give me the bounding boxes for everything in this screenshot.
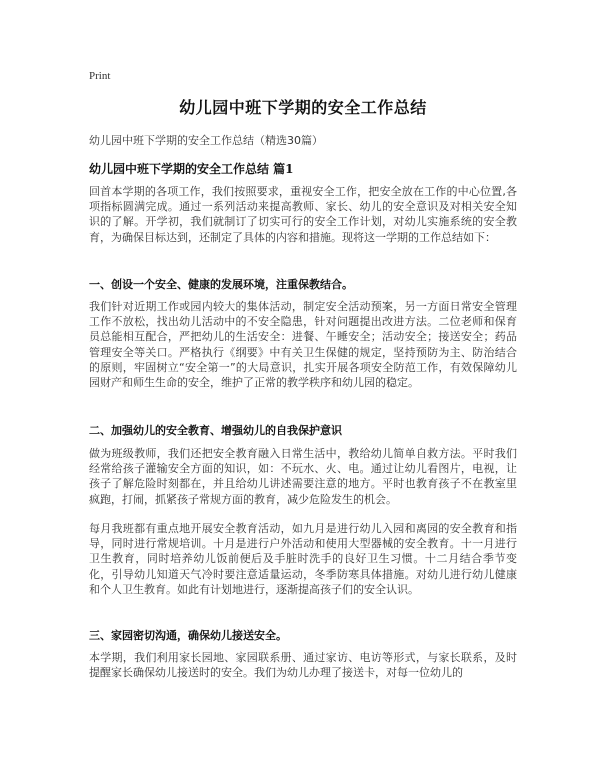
document-subtitle: 幼儿园中班下学期的安全工作总结（精选30篇） — [89, 134, 323, 147]
heading-safety-education: 二、加强幼儿的安全教育、增强幼儿的自我保护意识 — [89, 424, 342, 437]
paragraph-home-school: 本学期，我们利用家长园地、家园联系册、通过家访、电访等形式，与家长联系，及时提醒家长确保幼儿接送时的安全。我们为幼儿办理了接送卡，对每一位幼儿的 — [89, 651, 517, 680]
section-title: 幼儿园中班下学期的安全工作总结 篇1 — [89, 162, 294, 176]
paragraph-daily-education: 做为班级教师，我们还把安全教育融入日常生活中，教给幼儿简单自救方法。平时我们经常给孩子灌输安全方面的知识，如：不玩水、火、电。通过让幼儿看图片，电视，让孩子了解危险时刻都在，并且给幼儿讲述需要注意的地方。平时也教育孩子不在教室里疯跑，打闹，抓紧孩子常规方面的教育，减少危险发生的机会。 — [89, 447, 517, 506]
print-link[interactable]: Print — [89, 70, 111, 82]
heading-environment: 一、创设一个安全、健康的发展环境，注重保教结合。 — [89, 278, 353, 291]
intro-paragraph: 回首本学期的各项工作，我们按照要求，重视安全工作，把安全放在工作的中心位置,各项指标圆满完成。通过一系列活动来提高教师、家长、幼儿的安全意识及对相关安全知识的了解。开学初，我们就制订了切实可行的安全工作计划，对幼儿实施系统的安全教育，为确保目标达到，还制定了具体的内容和措施。现将这一学期的工作总结如下： — [89, 185, 517, 244]
heading-home-school: 三、家园密切沟通，确保幼儿接送安全。 — [89, 629, 287, 642]
paragraph-environment: 我们针对近期工作或园内较大的集体活动，制定安全活动预案，另一方面日常安全管理工作不放松，找出幼儿活动中的不安全隐患，针对问题提出改进方法。二位老师和保育员总能相互配合，严把幼儿的生活安全：进餐、午睡安全；活动安全；接送安全；药品管理安全等关口。严格执行《纲要》中有关卫生保健的规定，坚持预防为主、防治结合的原则，牢固树立“安全第一”的大局意识，扎实开展各项安全防范工作，有效保障幼儿园财产和师生生命的安全，维护了正常的教学秩序和幼儿园的稳定。 — [89, 300, 517, 390]
document-title: 幼儿园中班下学期的安全工作总结 — [179, 98, 427, 117]
paragraph-monthly-education: 每月我班都有重点地开展安全教育活动，如九月是进行幼儿入园和离园的安全教育和指导，同时进行常规培训。十月是进行户外活动和使用大型器械的安全教育。十一月进行卫生教育，同时培养幼儿饭前便后及手脏时洗手的良好卫生习惯。十二月结合季节变化，引导幼儿知道天气冷时要注意适量运动，冬季防寒具体措施。对幼儿进行幼儿健康和个人卫生教育。如此有计划地进行，逐渐提高孩子们的安全认识。 — [89, 522, 517, 596]
